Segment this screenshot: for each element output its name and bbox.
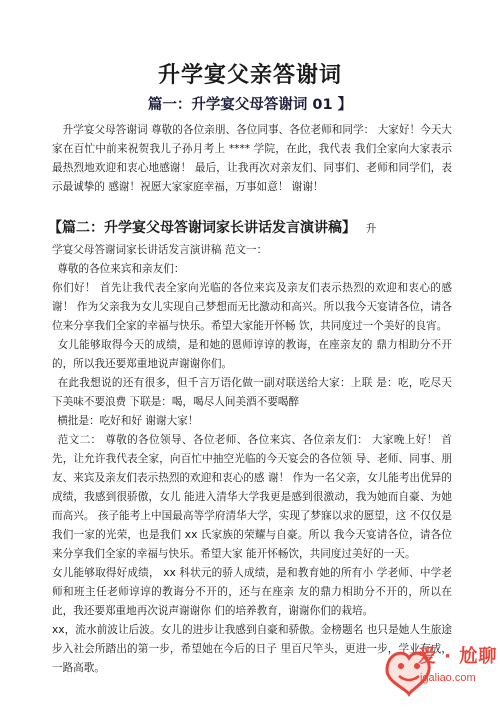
paragraph: 范文二： 尊敬的各位领导、各位老师、各位来宾、各位亲友们： 大家晚上好！ 首先，让允许我代表全家，向百忙中抽空光临的今天宴会的各位领 导、老师、同事、朋友、来宾及亲友们表示热烈的欢迎和衷心的感 谢！ 作为一名父亲，女儿能考出优异的成绩，我感到很骄傲，女儿 能进入清华大学我更是感到很激动，我为她而自豪、为她而高兴。 孩子能考上中国最高等学府清华大学，实现了梦寐以求的愿望，这 不仅仅是我们一家的光荣，也是我们 xx 氏家族的荣耀与自豪。所以 我今天宴请各位，请各位来分享我们全家的幸福与快乐。希望大家 能开怀畅饮，共同度过美好的一天。 xyxy=(52,434,452,560)
section1-text: 升学宴父母答谢词 尊敬的各位亲朋、各位同事、各位老师和同学： 大家好！今天大家在百忙中前来祝贺我儿子孙月考上 **** 学院，在此，我代表 我们全家向大家表示最热烈地欢迎和衷心地感谢！ 最后，让我再次对亲友们、同事们、老师和同学们，表示最诚挚的 感谢！祝愿大家家庭幸福，万事如意！ 谢谢！ xyxy=(52,124,452,193)
watermark-url: igaliao.com xyxy=(420,672,476,684)
paragraph: 横批是：吃好和好 谢谢大家！ xyxy=(57,415,199,427)
paragraph: 你们好！ 首先让我代表全家向光临的各位来宾及亲友们表示热烈的欢迎和衷心的感谢！ 作为父亲我为女儿实现自己梦想而无比激动和高兴。所以我今天宴请各位，请各位来分享我们全家的幸福与快乐。希望大家能开怀畅 饮，共同度过一个美好的良宵。 xyxy=(52,282,452,332)
section2-body xyxy=(52,241,452,678)
paragraph: 女儿能够取得好成绩， xx 科状元的骄人成绩，是和教育她的所有小 学老师、中学老师和班主任老师谆谆的教诲分不开的，还与在座亲 友的鼎力相助分不开的，所以在此，我还要郑重地再次说声谢谢你 们的培养教育，谢谢你们的栽培。 xyxy=(52,567,452,617)
section1-heading: 篇一：升学宴父母答谢词 01 】 xyxy=(147,97,353,113)
section2-heading-tail: 升 xyxy=(365,223,377,235)
paragraph: 学宴父母答谢词家长讲话发言演讲稿 范文一： xyxy=(52,244,268,256)
page-title: 升学宴父亲答谢词 xyxy=(157,63,342,88)
section2-heading-text: 【篇二：升学宴父母答谢词家长讲话发言演讲稿】 xyxy=(48,220,356,236)
paragraph: xx，流水前波让后波。女儿的进步让我感到自豪和骄傲。金榜题名 也只是她人生旅途步入社会所踏出的第一步，希望她在今后的日子 里百尺竿头，更进一步，学业有成，一路高歌。 xyxy=(52,624,452,674)
paragraph: 女儿能够取得今天的成绩，是和她的恩师谆谆的教诲，在座亲友的 鼎力相助分不开的，所以我还要郑重地说声谢谢你们。 xyxy=(52,339,452,370)
paragraph: 在此我想说的还有很多，但千言万语化做一副对联送给大家：上联 是：吃，吃尽天下美味不要浪费 下联是：喝，喝尽人间美酒不要喝醉 xyxy=(52,377,452,408)
paragraph: 尊敬的各位来宾和亲友们： xyxy=(57,263,185,275)
section2-heading xyxy=(48,217,468,240)
section1-body xyxy=(52,121,452,197)
watermark-text: 爱 · 尬聊 xyxy=(418,646,498,667)
